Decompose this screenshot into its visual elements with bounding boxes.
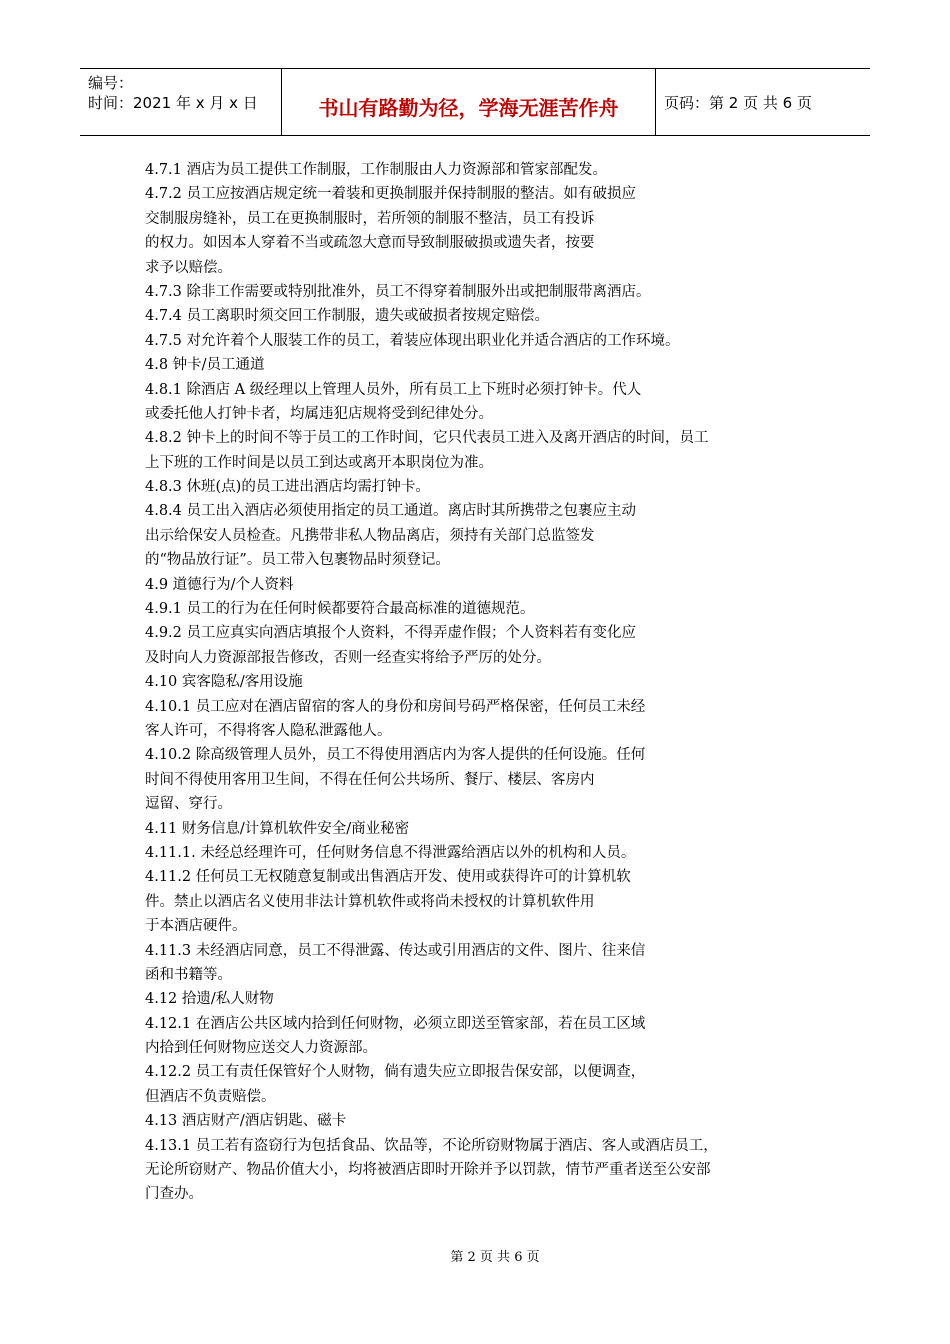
text-line: 4.7.5 对允许着个人服装工作的员工，着装应体现出职业化并适合酒店的工作环境。: [145, 332, 680, 349]
document-number-label: 编号：: [88, 74, 134, 92]
text-line: 4.11.2 任何员工无权随意复制或出售酒店开发、使用或获得许可的计算机软: [145, 869, 631, 886]
text-line: 的权力。如因本人穿着不当或疏忽大意而导致制服破损或遗失者，按要: [145, 235, 595, 252]
text-line: 件。禁止以酒店名义使用非法计算机软件或将尚未授权的计算机软件用: [145, 893, 595, 910]
text-line: 4.8.4 员工出入酒店必须使用指定的员工通道。离店时其所携带之包裹应主动: [145, 503, 637, 520]
text-line: 出示给保安人员检查。凡携带非私人物品离店，须持有关部门总监签发: [145, 527, 595, 544]
text-line: 4.12.1 在酒店公共区域内拾到任何财物，必须立即送至管家部，若在员工区域: [145, 1015, 646, 1032]
text-line: 4.8 钟卡/员工通道: [145, 357, 265, 374]
text-line: 于本酒店硬件。: [145, 918, 247, 935]
text-line: 时间不得使用客用卫生间，不得在任何公共场所、餐厅、楼层、客房内: [145, 771, 595, 788]
text-line: 内拾到任何财物应送交人力资源部。: [145, 1040, 377, 1057]
text-line: 4.10 宾客隐私/客用设施: [145, 674, 303, 691]
header-meta: [80, 69, 282, 135]
text-line: 4.13 酒店财产/酒店钥匙、磁卡: [145, 1113, 347, 1130]
text-line: 4.7.2 员工应按酒店规定统一着装和更换制服并保持制服的整洁。如有破损应: [145, 186, 637, 203]
text-line: 函和书籍等。: [145, 966, 232, 983]
header-page-info: 页码：第 2 页 共 6 页: [664, 93, 812, 112]
text-line: 4.8.2 钟卡上的时间不等于员工的工作时间，它只代表员工进入及离开酒店的时间，员工: [145, 430, 709, 447]
document-body: [145, 158, 825, 1207]
text-line: 4.12.2 员工有责任保管好个人财物，倘有遗失应立即报告保安部，以便调查，: [145, 1064, 646, 1081]
header-motto: 书山有路勤为径，学海无涯苦作舟: [282, 69, 656, 135]
text-line: 4.11 财务信息/计算机软件安全/商业秘密: [145, 820, 410, 837]
text-line: 4.8.1 除酒店 A 级经理以上管理人员外，所有员工上下班时必须打钟卡。代人: [145, 381, 642, 398]
text-line: 4.10.2 除高级管理人员外，员工不得使用酒店内为客人提供的任何设施。任何: [145, 747, 646, 764]
text-line: 4.9 道德行为/个人资料: [145, 576, 294, 593]
text-line: 交制服房缝补，员工在更换制服时，若所领的制服不整洁，员工有投诉: [145, 210, 595, 227]
text-line: 4.7.3 除非工作需要或特别批准外，员工不得穿着制服外出或把制服带离酒店。: [145, 283, 651, 300]
page-header: [80, 68, 870, 136]
text-line: 或委托他人打钟卡者，均属违犯店规将受到纪律处分。: [145, 405, 493, 422]
document-date: 时间：2021 年 x 月 x 日: [88, 94, 258, 112]
text-line: 求予以赔偿。: [145, 259, 232, 276]
text-line: 4.9.2 员工应真实向酒店填报个人资料，不得弄虚作假；个人资料若有变化应: [145, 625, 637, 642]
text-line: 但酒店不负责赔偿。: [145, 1088, 276, 1105]
text-line: 4.7.1 酒店为员工提供工作制服，工作制服由人力资源部和管家部配发。: [145, 162, 608, 178]
text-line: 上下班的工作时间是以员工到达或离开本职岗位为准。: [145, 454, 493, 471]
text-line: 4.10.1 员工应对在酒店留宿的客人的身份和房间号码严格保密，任何员工未经: [145, 698, 646, 715]
page-footer: 第 2 页 共 6 页: [450, 1250, 540, 1265]
text-line: 4.9.1 员工的行为在任何时候都要符合最高标准的道德规范。: [145, 601, 535, 618]
text-line: 的“物品放行证”。员工带入包裹物品时须登记。: [145, 552, 450, 569]
text-line: 逗留、穿行。: [145, 796, 232, 813]
text-line: 门查办。: [145, 1186, 203, 1203]
text-line: 4.7.4 员工离职时须交回工作制服，遗失或破损者按规定赔偿。: [145, 308, 550, 325]
text-line: 4.13.1 员工若有盗窃行为包括食品、饮品等，不论所窃财物属于酒店、客人或酒店员工，: [145, 1137, 718, 1154]
text-line: 4.8.3 休班(点)的员工进出酒店均需打钟卡。: [145, 479, 430, 496]
text-line: 无论所窃财产、物品价值大小，均将被酒店即时开除并予以罚款，情节严重者送至公安部: [145, 1162, 711, 1179]
text-line: 客人许可，不得将客人隐私泄露他人。: [145, 722, 392, 739]
text-line: 及时向人力资源部报告修改，否则一经查实将给予严厉的处分。: [145, 649, 551, 666]
text-line: 4.11.3 未经酒店同意，员工不得泄露、传达或引用酒店的文件、图片、往来信: [145, 942, 646, 959]
text-line: 4.11.1. 未经总经理许可，任何财务信息不得泄露给酒店以外的机构和人员。: [145, 844, 636, 861]
text-line: 4.12 拾遗/私人财物: [145, 991, 274, 1008]
